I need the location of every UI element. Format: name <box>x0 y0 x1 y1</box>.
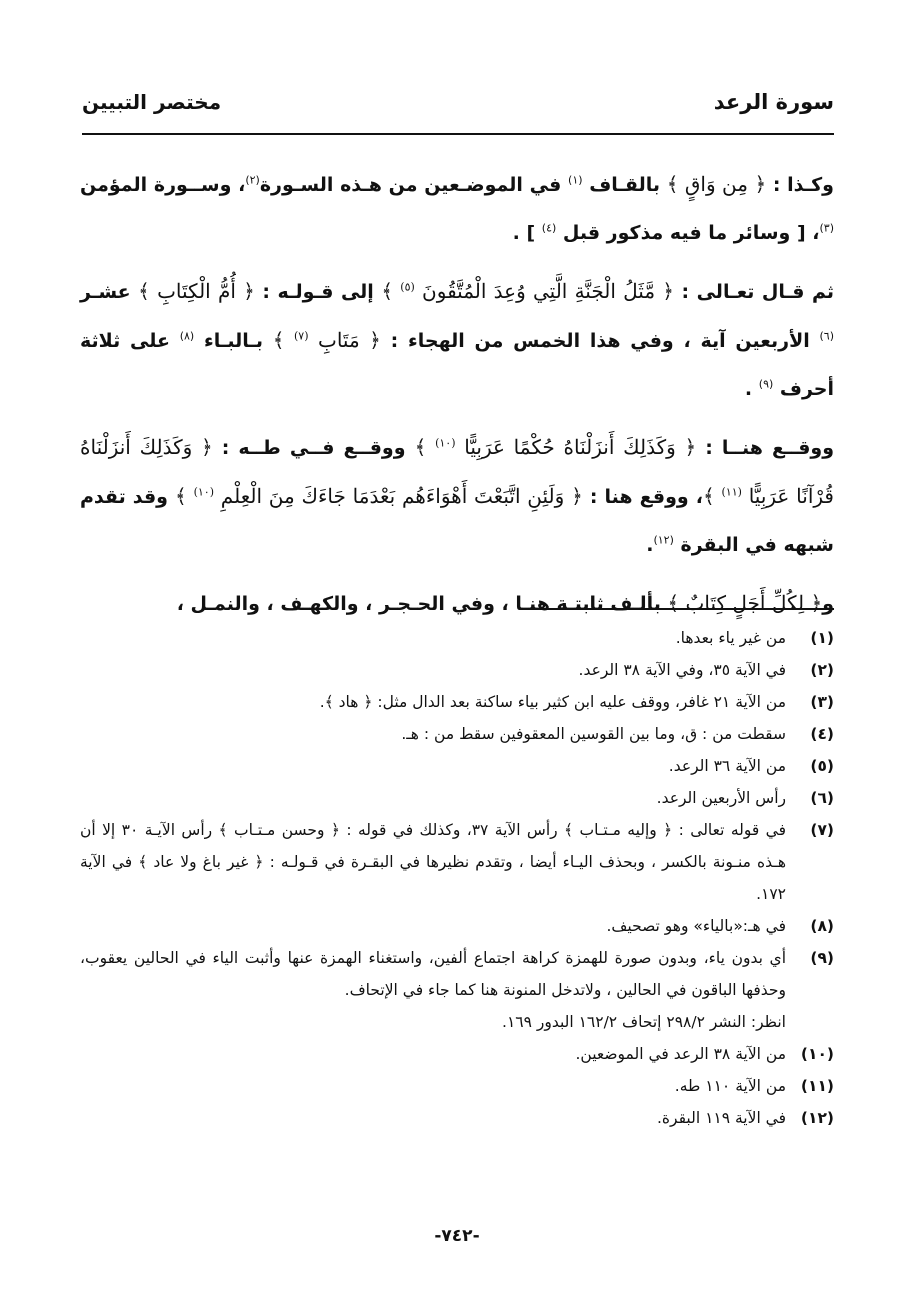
page-header <box>82 86 834 126</box>
paragraph-2: ثم قـال تعـالى : ﴿ مَّثَلُ الْجَنَّةِ الَّتِي وُعِدَ الْمُتَّقُونَ $^{(٥)}$ ﴾ إلى قـولـه : ﴿ أُمُّ الْكِتَابِ ﴾ عشـر $^{(٦)}$ الأربعين آية ، وفي هذا الخمس من الهجاء : ﴿ مَتَابِ $^{(٧)}$ ﴾ بـالبـاء $^{(٨)}$ على ثلاثة أحرف $^{(٩)}$ . <box>80 279 835 400</box>
footnote-item: (١) من غير ياء بعدها. <box>675 629 834 647</box>
footnote-ref: (٧) <box>293 329 309 343</box>
book-title: مختصر التبيين <box>82 90 222 114</box>
quran-quote: ﴿ مَّثَلُ الْجَنَّةِ الَّتِي وُعِدَ الْمُتَّقُونَ $^{(٥)}$ ﴾ <box>381 279 674 303</box>
footnote-item: (٧) في قوله تعالى : ﴿ وإليه مـتـاب ﴾ رأس الآية ٣٧، وكذلك في قوله : ﴿ وحسن مـتـاب ﴾ رأس الآيـة ٣٠ إلا أن هـذه منـونة بالكسر ، وبحذف اليـاء أيضا ، وتقدم نظيرها في البقـرة في قـولـه : ﴿ غير باغ ولا عاد ﴾ في الآية ١٧٢. <box>80 821 834 903</box>
paragraph-3: ووقــع هنــا : ﴿ وَكَذَلِكَ أَنزَلْنَاهُ حُكْمًا عَرَبِيًّا $^{(١٠)}$ ﴾ ووقــع فــي طــه : ﴿ وَكَذَلِكَ أَنزَلْنَاهُ قُرْآنًا عَرَبِيًّا $^{(١١)}$ ﴾، ووقع هنا : ﴿ وَلَئِنِ اتَّبَعْتَ أَهْوَاءَهُم بَعْدَمَا جَاءَكَ مِنَ الْعِلْمِ $^{(١٠)}$ ﴾ وقد تقدم شبهه في البقرة $^{(١٢)}$. <box>80 435 835 556</box>
footnote-ref: (٤) <box>541 221 557 235</box>
footnote-ref: (٥) <box>400 280 415 294</box>
quran-quote: ﴿ وَلَئِنِ اتَّبَعْتَ أَهْوَاءَهُم بَعْدَمَا جَاءَكَ مِنَ الْعِلْمِ $^{(١٠)}$ ﴾ <box>175 484 583 508</box>
footnote-ref: (٩) <box>758 377 774 391</box>
footnotes <box>80 622 834 1134</box>
quran-quote: ﴿ مِن وَاقٍ ﴾ <box>666 172 767 196</box>
footnote-reference: انظر: النشر ٢٩٨/٢ إتحاف ١٦٢/٢ البدور ١٦٩. <box>502 1013 786 1031</box>
footnote-ref: (١٠) <box>435 436 456 450</box>
quran-quote: ﴿ وَكَذَلِكَ أَنزَلْنَاهُ قُرْآنًا عَرَبِيًّا $^{(١١)}$ ﴾ <box>80 435 834 508</box>
page-number: -٧٤٢- <box>434 1226 480 1246</box>
header-divider <box>82 133 834 135</box>
footnote-ref: (١) <box>568 173 583 187</box>
footnote-item: (٥) من الآية ٣٦ الرعد. <box>668 757 834 775</box>
footnote-item: (٨) في هـ:«بالياء» وهو تصحيف. <box>606 917 834 935</box>
quran-quote: ﴿ وَكَذَلِكَ أَنزَلْنَاهُ حُكْمًا عَرَبِيًّا $^{(١٠)}$ ﴾ <box>414 435 697 459</box>
footnote-item: (١١) من الآية ١١٠ طه. <box>674 1077 834 1095</box>
quran-quote: ﴿ مَتَابِ $^{(٧)}$ ﴾ <box>272 328 381 352</box>
footnote-ref: (٨) <box>179 329 195 343</box>
footnote-item: (٩) أي بدون ياء، وبدون صورة للهمزة كراهة اجتماع ألفين، واستغناء الهمزة عنها وأثبت الياء في الحالين يعقوب، وحذفها الباقون في الحالين ، ولاتدخل المنونة هنا كما جاء في الإتحاف. انظر: النشر ٢٩٨/٢ إتحاف ١٦٢/٢ البدور ١٦٩. <box>80 949 834 1031</box>
paragraph-1: وكـذا : ﴿ مِن وَاقٍ ﴾ بالقـاف $^{(١)}$ في الموضـعين من هـذه السـورة$^{(٢)}$، وســورة المؤمن $^{(٣)}$، [ وسائر ما فيه مذكور قبل $^{(٤)}$ ] . <box>80 172 834 244</box>
paragraph-4: و﴿ لِكُلِّ أَجَلٍ كِتَابٌ ﴾ بألـف ثابتـة هنـا ، وفي الحـجـر ، والكهـف ، والنمـل ، <box>176 591 834 615</box>
main-text <box>80 160 834 638</box>
footnote-divider <box>530 608 834 610</box>
surah-title: سورة الرعد <box>713 90 834 114</box>
footnote-item: (٤) سقطت من : ق، وما بين القوسين المعقوفين سقط من : هـ. <box>401 725 834 743</box>
footnote-ref: (٢) <box>245 173 260 187</box>
quran-quote: ﴿ أُمُّ الْكِتَابِ ﴾ <box>138 279 255 303</box>
footnote-ref: (١٢) <box>653 533 674 547</box>
footnote-ref: (١٠) <box>193 485 214 499</box>
footnote-item: (٦) رأس الأربعين الرعد. <box>656 789 834 807</box>
footnote-ref: (١١) <box>721 485 742 499</box>
footnote-item: (١٢) في الآية ١١٩ البقرة. <box>656 1109 834 1127</box>
footnote-item: (٢) في الآية ٣٥، وفي الآية ٣٨ الرعد. <box>578 661 834 679</box>
footnote-item: (٣) من الآية ٢١ غافر، ووقف عليه ابن كثير بياء ساكنة بعد الدال مثل: ﴿ هاد ﴾. <box>319 693 834 711</box>
quran-quote: ﴿ لِكُلِّ أَجَلٍ كِتَابٌ ﴾ <box>667 591 823 615</box>
footnote-ref: (٦) <box>819 329 835 343</box>
footnote-ref: (٣) <box>819 221 834 235</box>
footnote-item: (١٠) من الآية ٣٨ الرعد في الموضعين. <box>575 1045 834 1063</box>
